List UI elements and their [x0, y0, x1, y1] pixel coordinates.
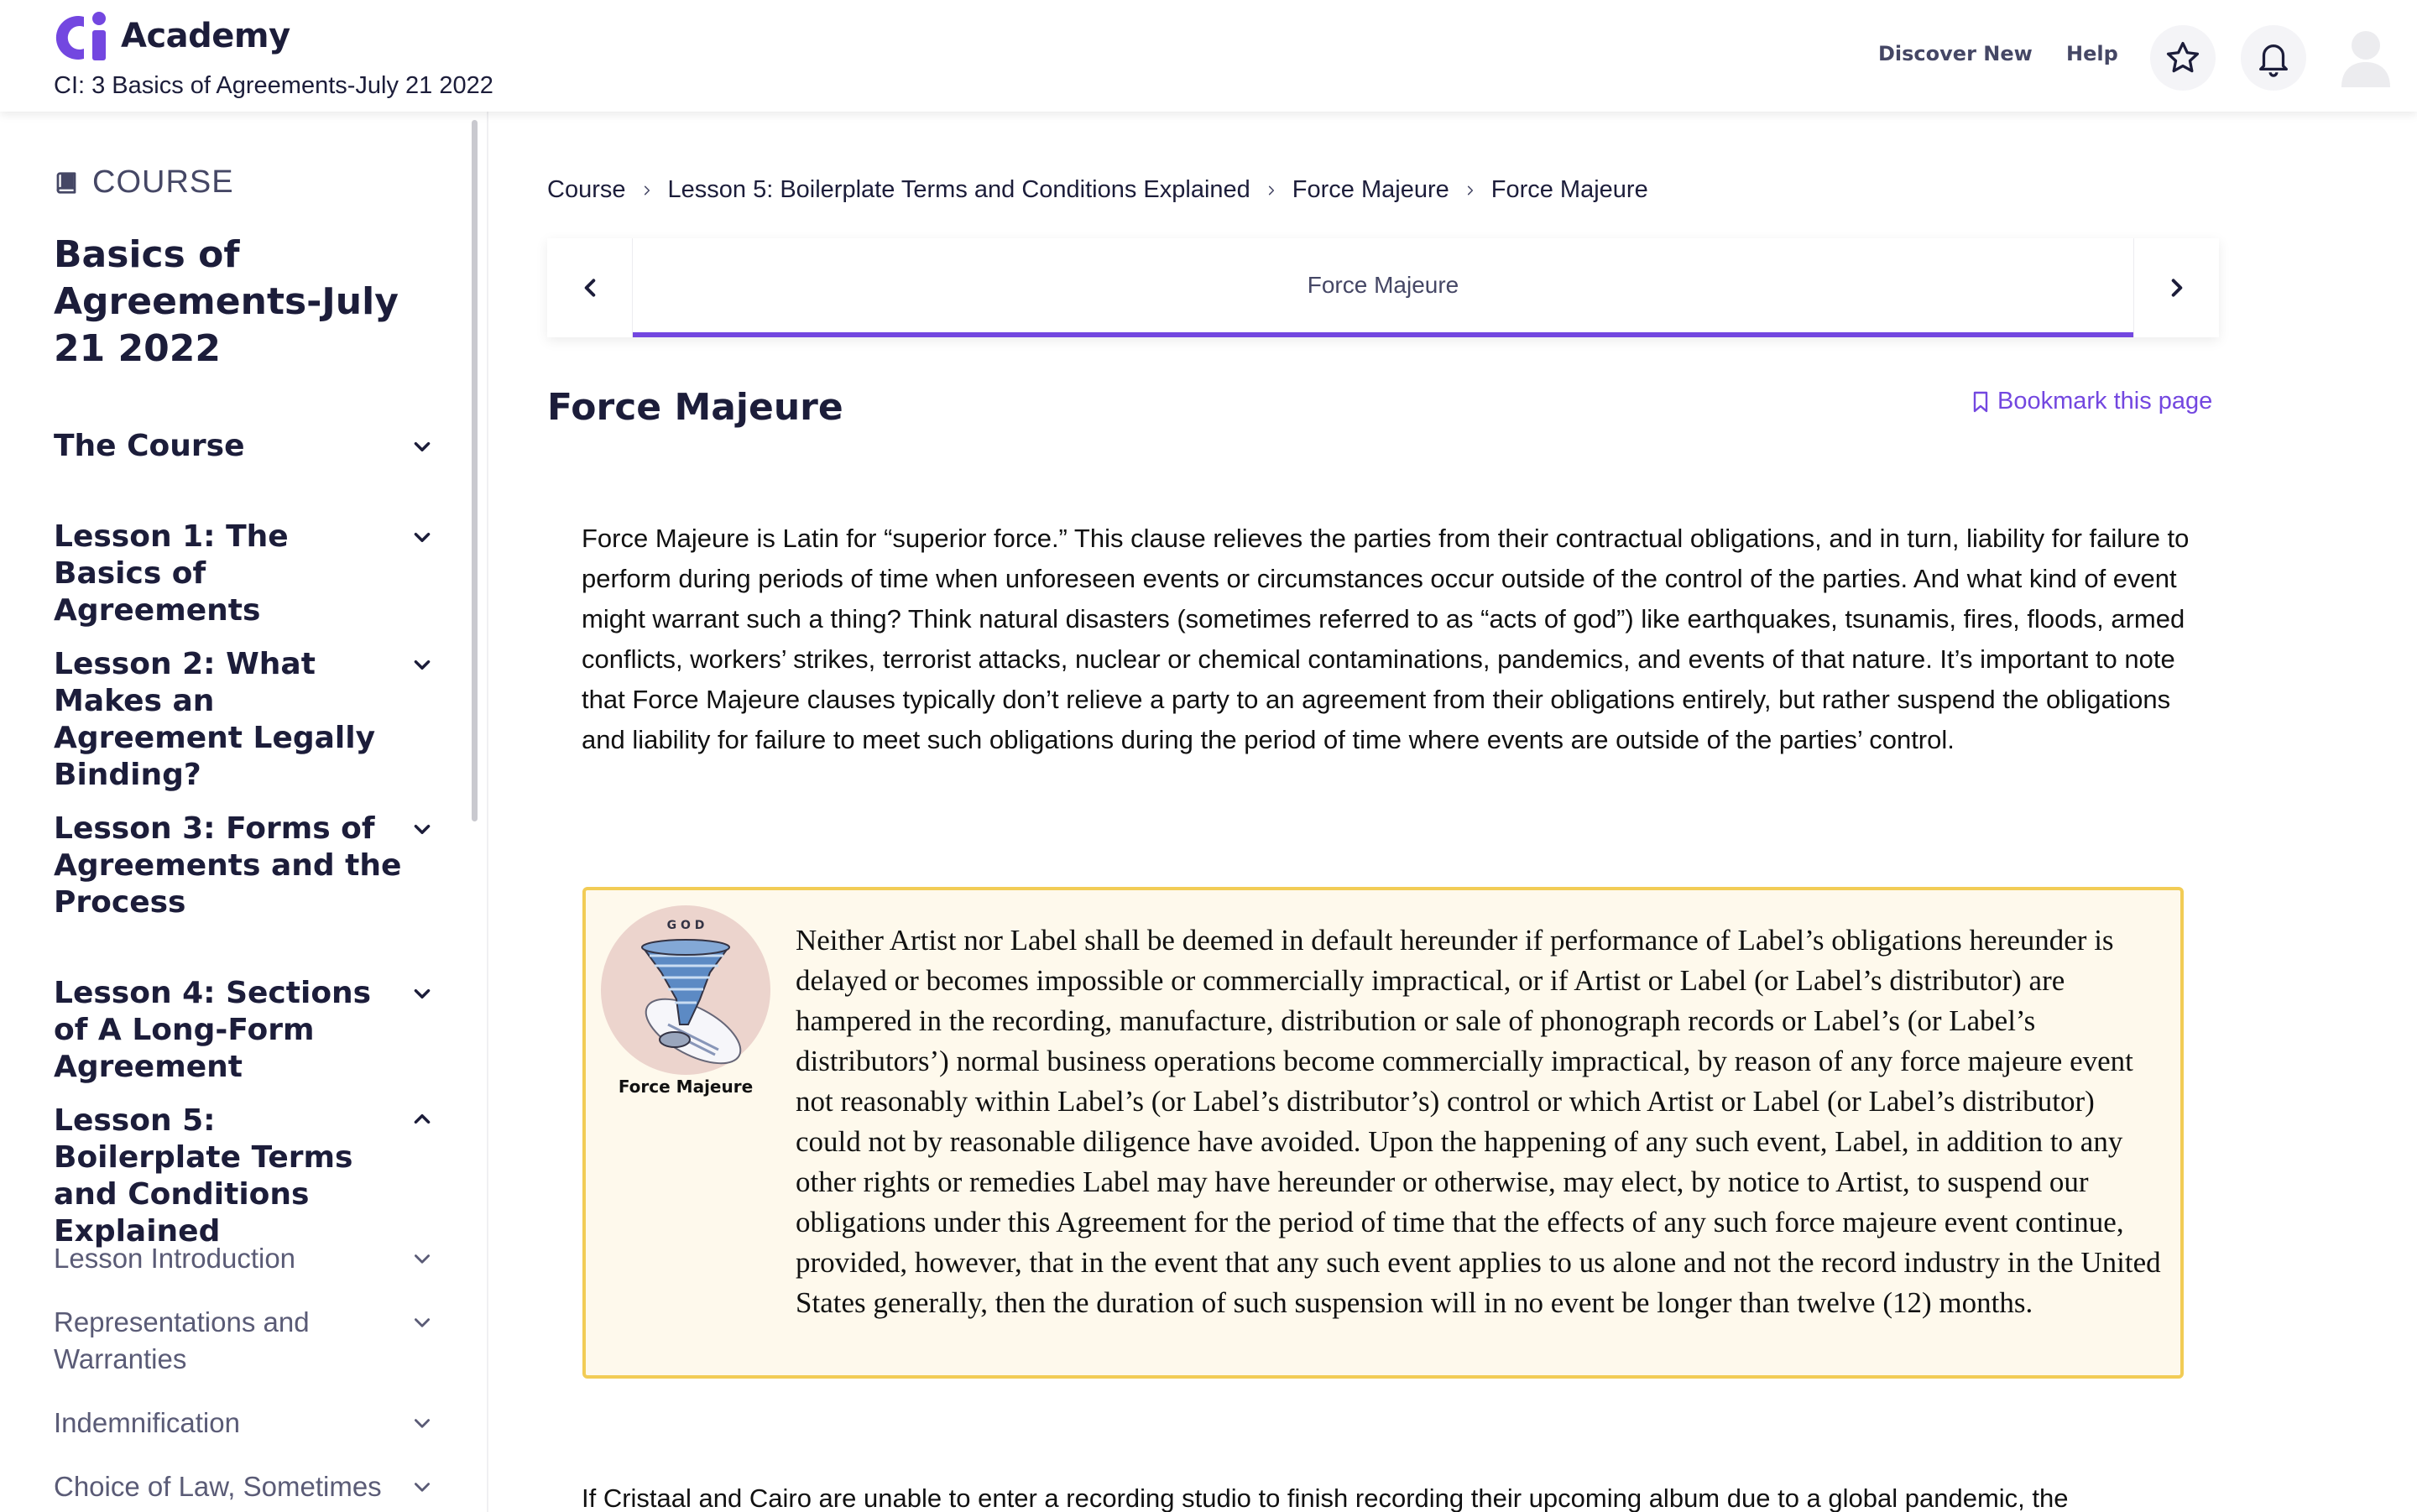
chevron-down-icon[interactable]: [411, 527, 433, 549]
contract-excerpt-text: Neither Artist nor Label shall be deemed in default hereunder if performance of Label’s obligations hereunder is delayed or becomes impossible or commercially impractical, or if Artist or Label (or Label’s distributor) are hampered in the recording, manufacture, distribution or sale of phonograph records or Label’s (or Label’s distributors’) normal business operations become commercially impractical, by reason of any force majeure event not reasonably within Label’s (or Label’s distributor’s) control or which Artist or Label (or Label’s distributor) could not by reasonable diligence have avoided. Upon the happening of any such event, Label, in addition to any other rights or remedies Label may have hereunder or otherwise, may elect, by notice to Artist, to suspend our obligations under this Agreement for the period of time that the effects of any such force majeure event continue, provided, however, that in the event that any such event applies to us alone and not the record industry in the United States generally, then the duration of such suspension will in no event be longer than twelve (12) months.: [796, 924, 2161, 1319]
chevron-down-icon[interactable]: [411, 654, 433, 676]
chevron-left-icon: [579, 277, 601, 299]
ci-logo-icon: [52, 7, 111, 65]
course-title: Basics of Agreements-July 21 2022: [54, 233, 399, 370]
chevron-down-icon[interactable]: [411, 1477, 433, 1499]
contract-excerpt-box: [582, 887, 2184, 1379]
bookmark-button[interactable]: [1971, 388, 2212, 415]
sidebar-item-lesson-2[interactable]: Lesson 2: What Makes an Agreement Legally Binding?: [54, 647, 376, 792]
star-icon: [2164, 39, 2201, 76]
force-majeure-illustration: [601, 905, 770, 1075]
illustration-caption: Force Majeure: [618, 1077, 754, 1097]
bookmark-label: Bookmark this page: [1997, 388, 2213, 414]
chevron-right-icon: [641, 185, 653, 196]
sidebar-scrollbar[interactable]: [472, 120, 478, 821]
bell-icon: [2254, 39, 2293, 77]
intro-paragraph: Force Majeure is Latin for “superior force.” This clause relieves the parties from their contractual obligations, and in turn, liability for failure to perform during periods of time when unforeseen events or circumstances occur outside of the control of the parties. And what kind of event might warrant such a thing? Think natural disasters (sometimes referred to as “acts of god”) like earthquakes, tsunamis, fires, floods, armed conflicts, workers’ strikes, terrorist attacks, nuclear or chemical contaminations, pandemics, and events of that nature. It’s important to note that Force Majeure clauses typically don’t relieve a party to an agreement from their obligations entirely, but rather suspend the obligations and liability for failure to meet such obligations during the period of time where events are outside of the parties’ control.: [582, 524, 2190, 754]
notifications-button[interactable]: [2241, 25, 2306, 91]
top-header: [0, 0, 2417, 112]
sidebar-item-the-course[interactable]: The Course: [54, 429, 245, 463]
sidebar-item-lesson-3[interactable]: Lesson 3: Forms of Agreements and the Process: [54, 811, 402, 920]
sidebar-divider: [487, 112, 488, 1512]
sidebar-item-lesson-1[interactable]: Lesson 1: The Basics of Agreements: [54, 519, 289, 628]
sidebar-item-lesson-4[interactable]: Lesson 4: Sections of A Long-Form Agreement: [54, 976, 372, 1084]
chevron-down-icon[interactable]: [411, 1312, 433, 1334]
breadcrumb: [547, 176, 1648, 204]
sidebar-subitem-indemnification[interactable]: Indemnification: [54, 1407, 240, 1438]
course-section-label: [54, 164, 234, 201]
help-link[interactable]: Help: [2066, 42, 2118, 65]
chevron-right-icon: [1266, 185, 1277, 196]
logo-text: Academy: [121, 17, 290, 55]
chevron-right-icon: [2166, 277, 2188, 299]
sidebar-item-lesson-5[interactable]: Lesson 5: Boilerplate Terms and Conditions Explained: [54, 1103, 353, 1249]
academy-logo[interactable]: [52, 7, 290, 65]
svg-text:G O D: G O D: [666, 919, 705, 932]
sidebar-subitem-lesson-introduction[interactable]: Lesson Introduction: [54, 1243, 296, 1274]
chevron-down-icon[interactable]: [411, 1249, 433, 1270]
sidebar-subitem-representations[interactable]: Representations and Warranties: [54, 1306, 310, 1374]
avatar-icon: [2338, 27, 2394, 87]
breadcrumb-current: Force Majeure: [1490, 176, 1648, 203]
course-label-text: COURSE: [92, 164, 234, 200]
bookmark-icon: [1971, 390, 1991, 414]
breadcrumb-section[interactable]: Force Majeure: [1292, 176, 1449, 203]
page-title: Force Majeure: [547, 386, 843, 429]
chevron-down-icon[interactable]: [411, 1413, 433, 1435]
sidebar-subitem-choice-of-law[interactable]: Choice of Law, Sometimes: [54, 1471, 382, 1502]
breadcrumb-lesson-5[interactable]: Lesson 5: Boilerplate Terms and Conditions Explained: [667, 176, 1250, 203]
avatar[interactable]: [2338, 27, 2394, 87]
chevron-down-icon[interactable]: [411, 819, 433, 841]
previous-unit-button[interactable]: [547, 238, 633, 337]
next-unit-button[interactable]: [2133, 238, 2219, 337]
chevron-down-icon[interactable]: [411, 983, 433, 1005]
unit-tab-current[interactable]: Force Majeure: [633, 238, 2133, 337]
favorites-button[interactable]: [2150, 25, 2216, 91]
example-paragraph: If Cristaal and Cairo are unable to enter a recording studio to finish recording their upcoming album due to a global pandemic, the: [582, 1483, 2069, 1512]
breadcrumb-course[interactable]: Course: [547, 176, 626, 203]
chevron-up-icon[interactable]: [411, 1108, 433, 1129]
chevron-right-icon: [1464, 185, 1476, 196]
course-subtitle: CI: 3 Basics of Agreements-July 21 2022: [54, 72, 493, 99]
unit-pager: [547, 238, 2219, 337]
book-icon: [54, 170, 79, 196]
chevron-down-icon[interactable]: [411, 436, 433, 458]
discover-new-link[interactable]: Discover New: [1878, 42, 2033, 65]
